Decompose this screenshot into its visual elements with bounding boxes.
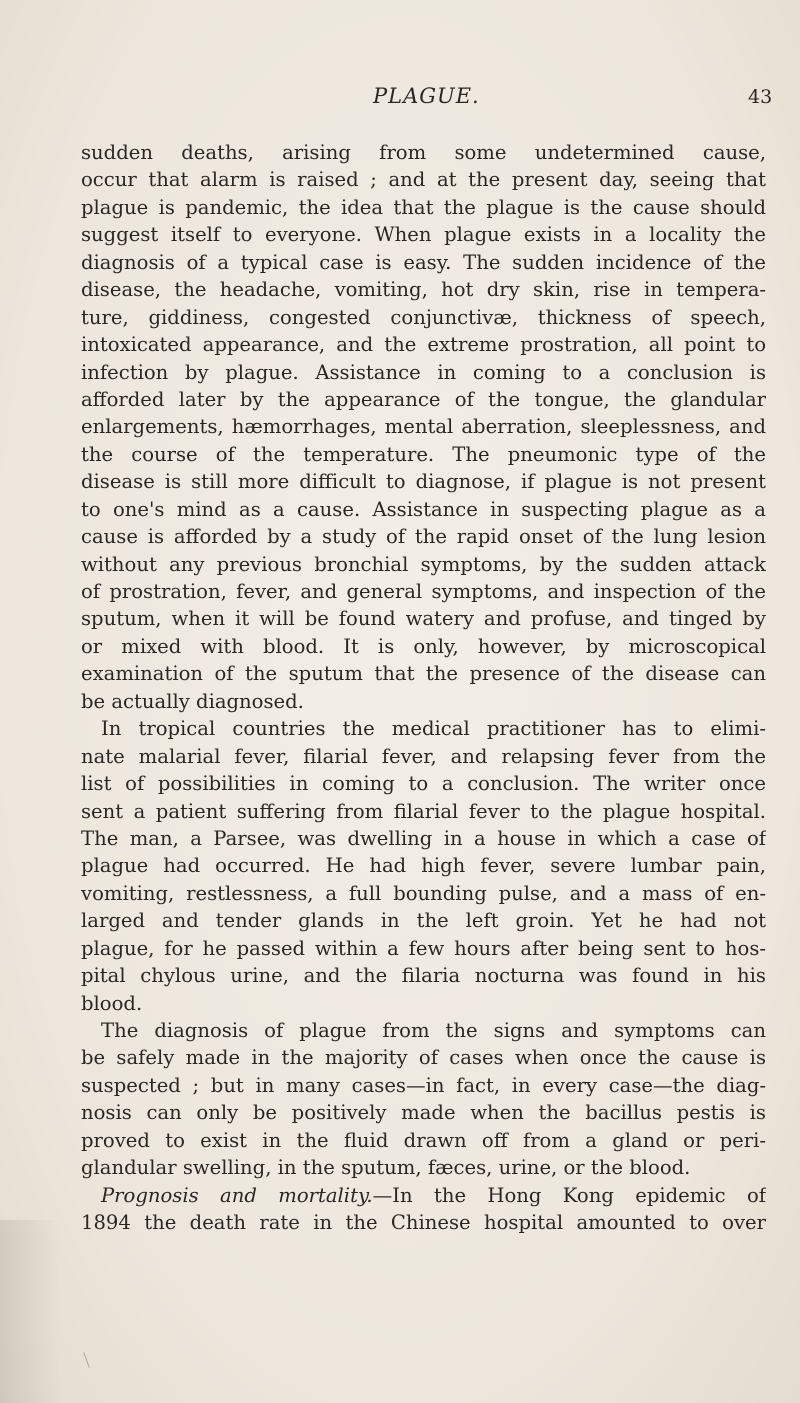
text-line: pital chylous urine, and the filaria nocturna was found in his [81,964,766,988]
page-edge-shadow [0,1220,60,1403]
stray-ink-mark [83,1352,89,1367]
text-line: plague is pandemic, the idea that the plague is the cause should [81,195,766,219]
text-line: sent a patient suffering from filarial fever to the plague hospital. [81,799,766,823]
text-line-paragraph-end: glandular swelling, in the sputum, fæces, urine, or the blood. [81,1156,691,1180]
text-line: sudden deaths, arising from some undetermined cause, [81,141,766,164]
text-line: nate malarial fever, filarial fever, and relapsing fever from the [81,744,766,768]
text-line: without any previous bronchial symptoms, by the sudden attack [81,552,766,576]
text-line: nosis can only be positively made when the bacillus pestis is [81,1101,766,1125]
text-line: plague had occurred. He had high fever, severe lumbar pain, [81,854,766,878]
text-line: suspected ; but in many cases—in fact, in every case—the diag- [81,1073,766,1097]
page-header [0,84,800,114]
text-line: cause is afforded by a study of the rapid onset of the lung lesion [81,525,766,549]
text-line: of prostration, fever, and general symptoms, and inspection of the [81,580,766,603]
text-line: suggest itself to everyone. When plague exists in a locality the [81,223,766,247]
text-line: ture, giddiness, congested conjunctivæ, thickness of speech, [81,305,766,329]
text-line: disease is still more difficult to diagnose, if plague is not present [81,470,766,494]
text-line: afforded later by the appearance of the tongue, the glandular [81,387,766,411]
text-line-paragraph-end: blood. [81,991,143,1015]
text-line-paragraph-start: The diagnosis of plague from the signs and symptoms can [101,1019,766,1042]
text-line: disease, the headache, vomiting, hot dry skin, rise in tempera- [81,278,766,302]
text-line: diagnosis of a typical case is easy. The sudden incidence of the [81,250,766,274]
text-line: be safely made in the majority of cases when once the cause is [81,1046,766,1070]
prognosis-heading: Prognosis and mortality. [101,1183,373,1207]
text-line: intoxicated appearance, and the extreme prostration, all point to [81,333,766,357]
running-title: PLAGUE. [373,84,480,108]
text-line: the course of the temperature. The pneumonic type of the [81,442,766,466]
text-line-paragraph-end: be actually diagnosed. [81,689,304,713]
text-line: The man, a Parsee, was dwelling in a house in which a case of [81,826,766,850]
text-line: occur that alarm is raised ; and at the present day, seeing that [81,168,766,192]
text-line: enlargements, hæmorrhages, mental aberration, sleeplessness, and [81,415,766,439]
text-line: examination of the sputum that the presence of the disease can [81,662,766,686]
text-line: to one's mind as a cause. Assistance in suspecting plague as a [81,497,766,521]
text-line: 1894 the death rate in the Chinese hospital amounted to over [81,1211,766,1235]
text-line: sputum, when it will be found watery and profuse, and tinged by [81,607,766,631]
text-line: plague, for he passed within a few hours after being sent to hos- [81,936,766,960]
prognosis-heading-line [81,1182,766,1209]
text-line: or mixed with blood. It is only, however, by microscopical [81,634,766,658]
text-line-paragraph-start: In tropical countries the medical practitioner has to elimi- [101,717,766,741]
text-line: list of possibilities in coming to a conclusion. The writer once [81,772,766,796]
text-line: infection by plague. Assistance in coming to a conclusion is [81,360,766,384]
page-number: 43 [748,86,773,108]
text-line: proved to exist in the fluid drawn off from a gland or peri- [81,1128,766,1152]
text-line: vomiting, restlessness, a full bounding pulse, and a mass of en- [81,881,766,905]
prognosis-heading-continuation: —In the Hong Kong epidemic of [372,1183,766,1207]
text-line: larged and tender glands in the left groin. Yet he had not [81,909,766,933]
body-text [81,139,766,1237]
